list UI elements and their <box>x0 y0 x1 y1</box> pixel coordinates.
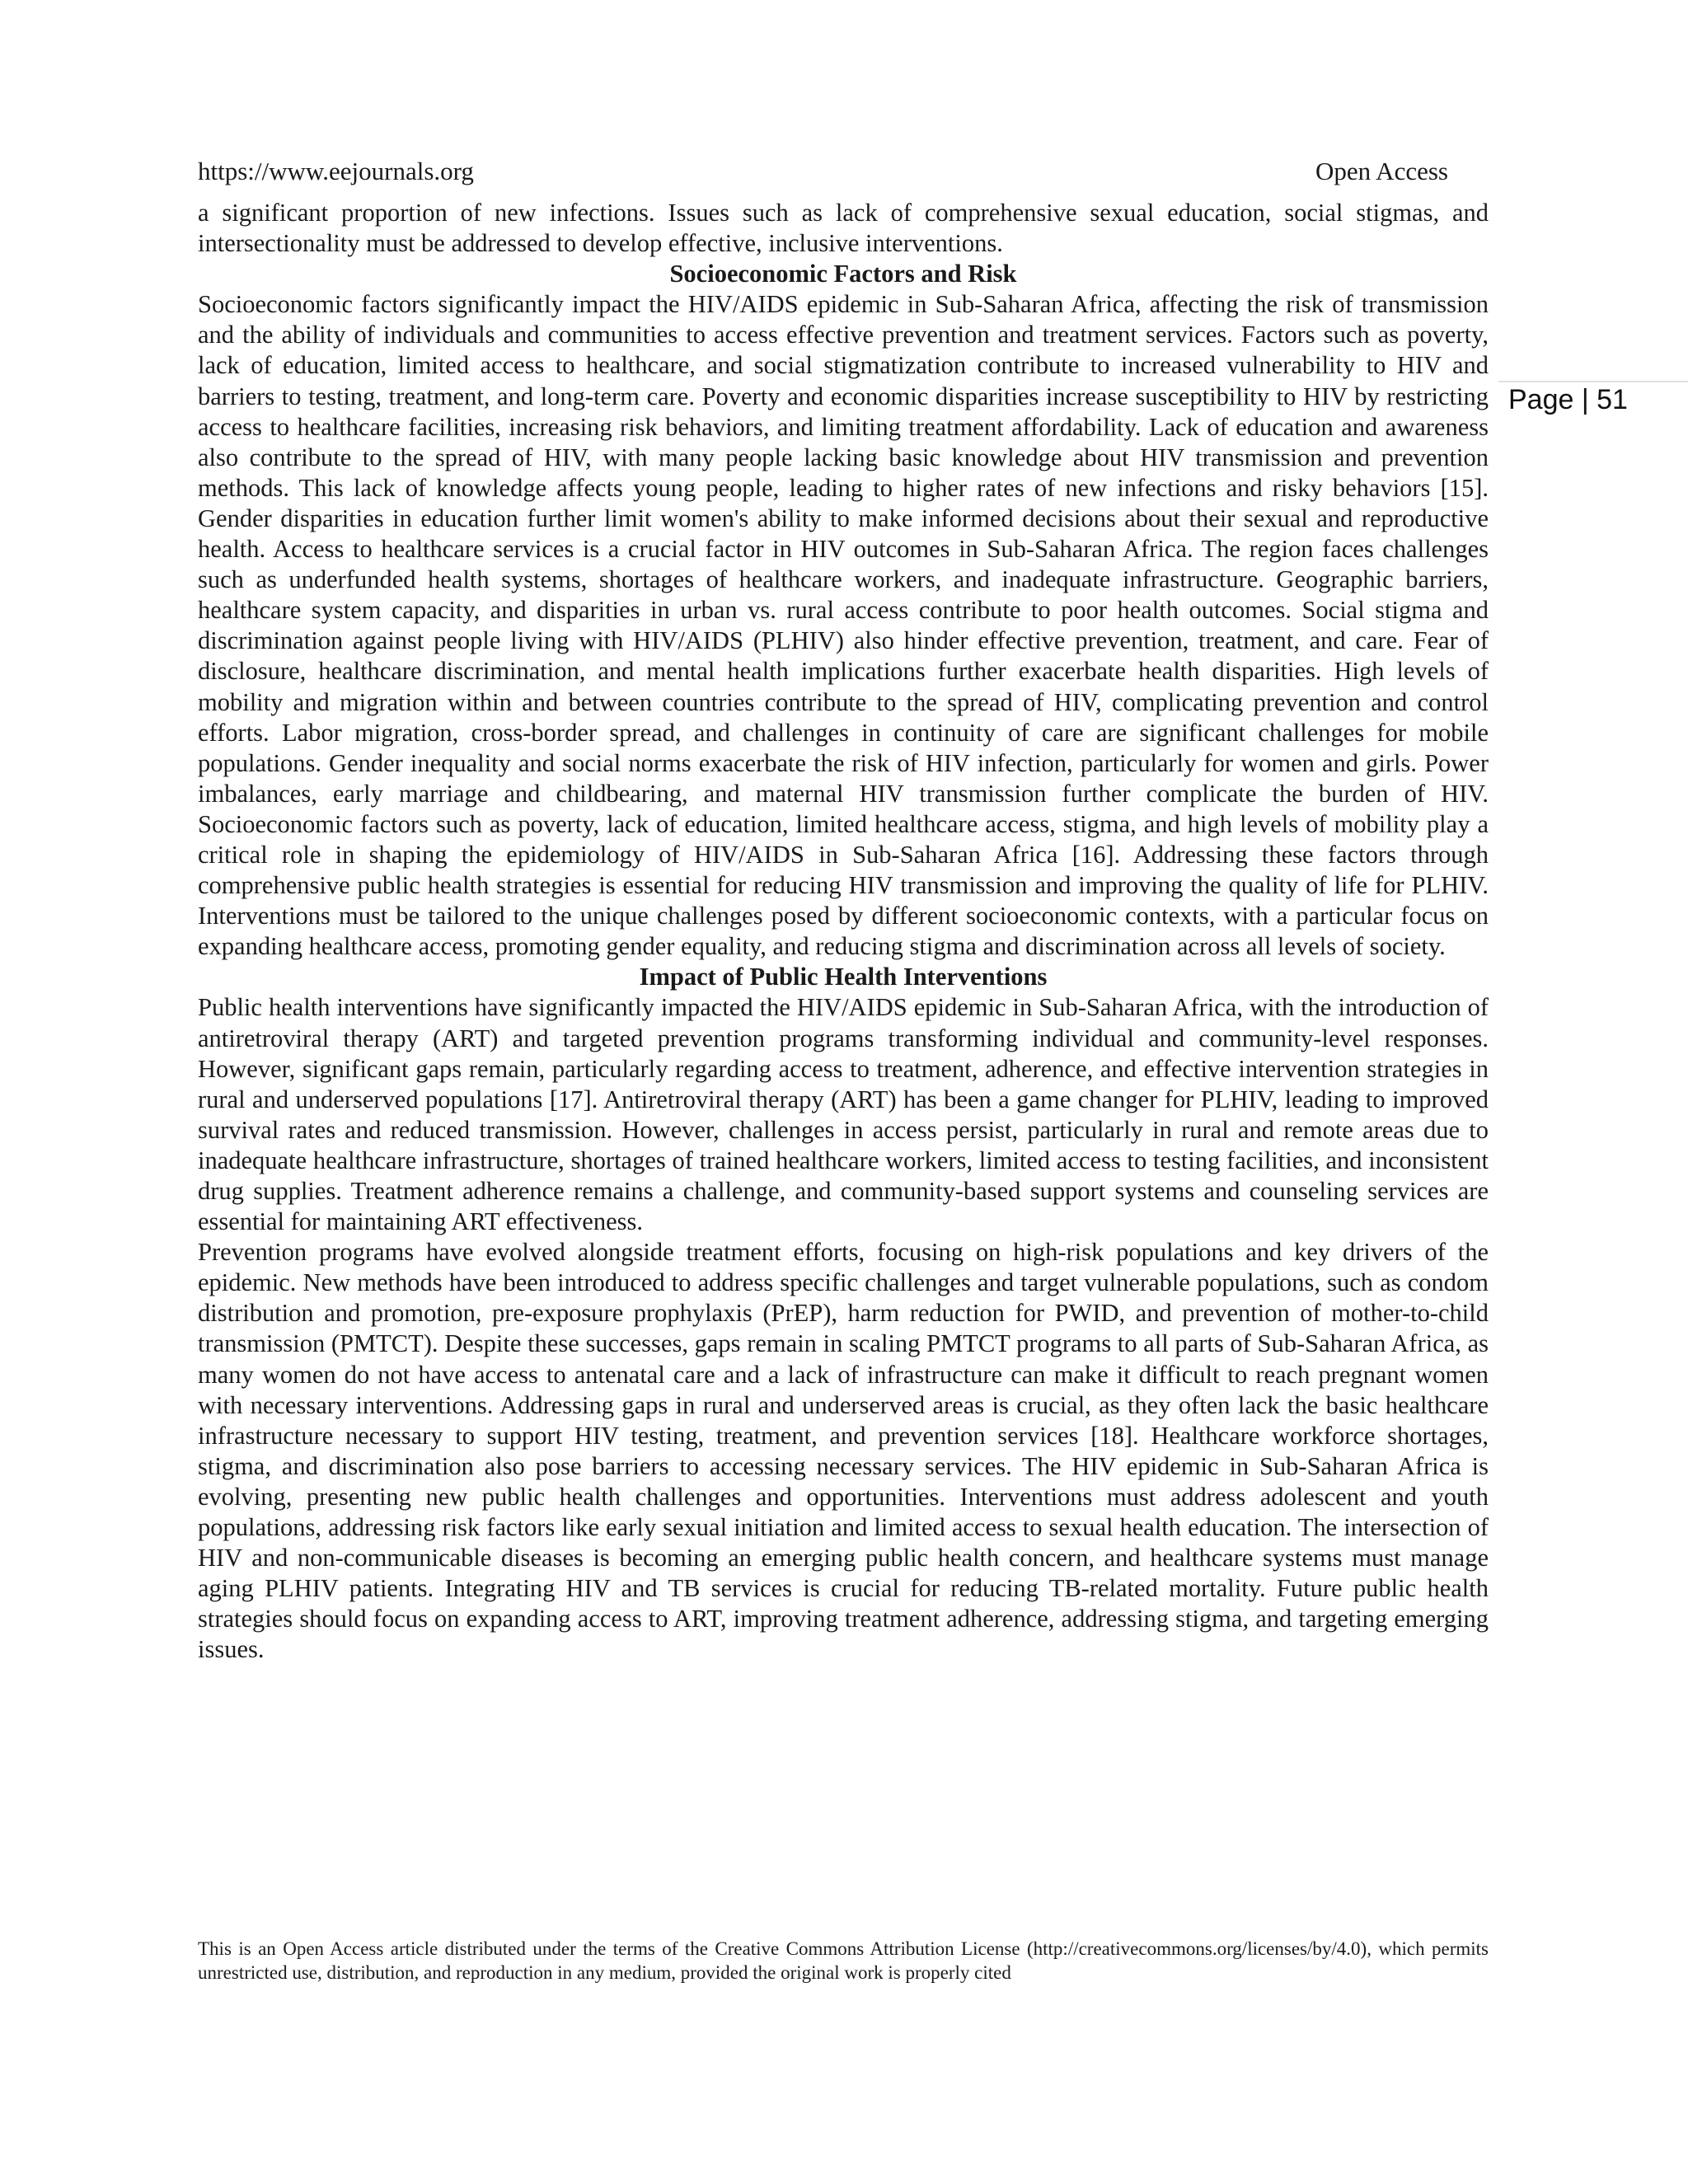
section-heading-public-health: Impact of Public Health Interventions <box>639 963 1048 991</box>
intro-paragraph: a significant proportion of new infections. Issues such as lack of comprehensive sexual education, social stigmas, and intersectionality must be addressed to develop effective, inclusive interventions. <box>198 199 1489 258</box>
section-paragraph-socioeconomic: Socioeconomic factors significantly impact the HIV/AIDS epidemic in Sub-Saharan Africa, affecting the risk of transmission and the ability of individuals and communities to access effective prevention and treatment services. Factors such as poverty, lack of education, limited access to healthcare, and social stigmatization contribute to increased vulnerability to HIV and barriers to testing, treatment, and long-term care. Poverty and economic disparities increase susceptibility to HIV by restricting access to healthcare facilities, increasing risk behaviors, and limiting treatment affordability. Lack of education and awareness also contribute to the spread of HIV, with many people lacking basic knowledge about HIV transmission and prevention methods. This lack of knowledge affects young people, leading to higher rates of new infections and risky behaviors [15]. Gender disparities in education further limit women's ability to make informed decisions about their sexual and reproductive health. Access to healthcare services is a crucial factor in HIV outcomes in Sub-Saharan Africa. The region faces challenges such as underfunded health systems, shortages of healthcare workers, and inadequate infrastructure. Geographic barriers, healthcare system capacity, and disparities in urban vs. rural access contribute to poor health outcomes. Social stigma and discrimination against people living with HIV/AIDS (PLHIV) also hinder effective prevention, treatment, and care. Fear of disclosure, healthcare discrimination, and mental health implications further exacerbate health disparities. High levels of mobility and migration within and between countries contribute to the spread of HIV, complicating prevention and control efforts. Labor migration, cross-border spread, and challenges in continuity of care are significant challenges for mobile populations. Gender inequality and social norms exacerbate the risk of HIV infection, particularly for women and girls. Power imbalances, early marriage and childbearing, and maternal HIV transmission further complicate the burden of HIV. Socioeconomic factors such as poverty, lack of education, limited healthcare access, stigma, and high levels of mobility play a critical role in shaping the epidemiology of HIV/AIDS in Sub-Saharan Africa [16]. Addressing these factors through comprehensive public health strategies is essential for reducing HIV transmission and improving the quality of life for PLHIV. Interventions must be tailored to the unique challenges posed by different socioeconomic contexts, with a particular focus on expanding healthcare access, promoting gender equality, and reducing stigma and discrimination across all levels of society. <box>198 290 1489 961</box>
section-paragraph-public-health-2: Prevention programs have evolved alongside treatment efforts, focusing on high-risk populations and key drivers of the epidemic. New methods have been introduced to address specific challenges and target vulnerable populations, such as condom distribution and promotion, pre-exposure prophylaxis (PrEP), harm reduction for PWID, and prevention of mother-to-child transmission (PMTCT). Despite these successes, gaps remain in scaling PMTCT programs to all parts of Sub-Saharan Africa, as many women do not have access to antenatal care and a lack of infrastructure can make it difficult to reach pregnant women with necessary interventions. Addressing gaps in rural and underserved areas is crucial, as they often lack the basic healthcare infrastructure necessary to support HIV testing, treatment, and prevention services [18]. Healthcare workforce shortages, stigma, and discrimination also pose barriers to accessing necessary services. The HIV epidemic in Sub-Saharan Africa is evolving, presenting new public health challenges and opportunities. Interventions must address adolescent and youth populations, addressing risk factors like early sexual initiation and limited access to sexual health education. The intersection of HIV and non-communicable diseases is becoming an emerging public health concern, and healthcare systems must manage aging PLHIV patients. Integrating HIV and TB services is crucial for reducing TB-related mortality. Future public health strategies should focus on expanding access to ART, improving treatment adherence, addressing stigma, and targeting emerging issues. <box>198 1238 1489 1664</box>
section-heading-socioeconomic: Socioeconomic Factors and Risk <box>669 260 1017 288</box>
license-footer: This is an Open Access article distributed under the terms of the Creative Commons Attribution License (http://creativecommons.org/licenses/by/4.0), which permits unrestricted use, distribution, and reproduction in any medium, provided the original work is properly cited <box>198 1938 1489 1983</box>
journal-url: https://www.eejournals.org <box>198 157 474 185</box>
section-paragraph-public-health-1: Public health interventions have significantly impacted the HIV/AIDS epidemic in Sub-Saharan Africa, with the introduction of antiretroviral therapy (ART) and targeted prevention programs transforming individual and community-level responses. However, significant gaps remain, particularly regarding access to treatment, adherence, and effective intervention strategies in rural and underserved populations [17]. Antiretroviral therapy (ART) has been a game changer for PLHIV, leading to improved survival rates and reduced transmission. However, challenges in access persist, particularly in rural and remote areas due to inadequate healthcare infrastructure, shortages of trained healthcare workers, limited access to testing facilities, and inconsistent drug supplies. Treatment adherence remains a challenge, and community-based support systems and counseling services are essential for maintaining ART effectiveness. <box>198 993 1489 1236</box>
article-body <box>198 198 1489 1666</box>
open-access-label: Open Access <box>1315 157 1448 185</box>
page-number: Page | 51 <box>1508 384 1628 415</box>
page-number-divider <box>1498 381 1688 382</box>
